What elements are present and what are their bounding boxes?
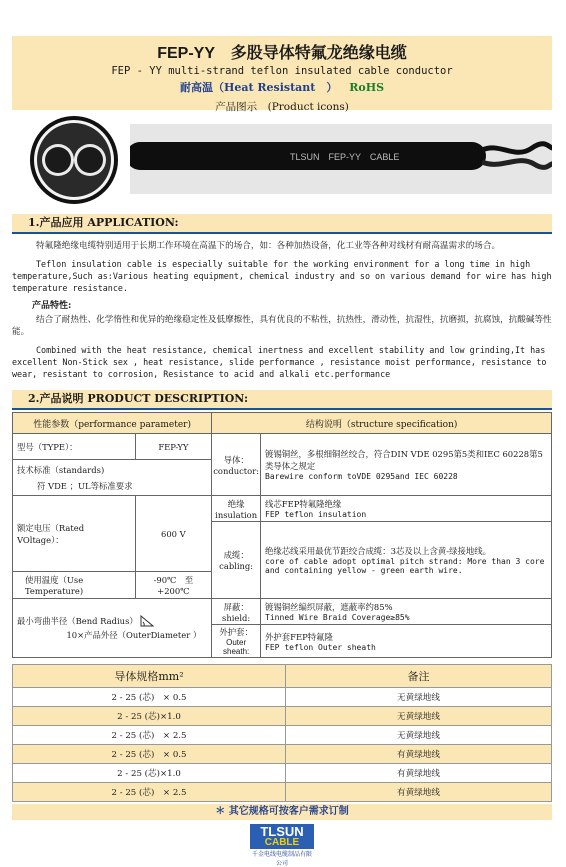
shield-desc: [261, 599, 552, 625]
table-row: [13, 707, 552, 726]
conductor-en: Barewire conform toVDE 0295and IEC 60228: [265, 472, 458, 481]
table-row: [13, 764, 552, 783]
application-section-title: 1.产品应用 APPLICATION:: [12, 214, 552, 234]
size-note: 无黄绿地线: [286, 726, 552, 745]
custom-spec-note: ＊ 其它规格可按客户需求订制: [12, 804, 552, 820]
standards-value: 符 VDE ；UL等标准要求: [37, 480, 133, 491]
cable-photo: [130, 124, 552, 194]
sheath-cn: 外护套FEP特氟隆: [265, 631, 333, 642]
type-label: 型号（TYPE）：: [13, 434, 136, 460]
cable-cross-section-image: [26, 114, 122, 206]
shield-cn: 镀锡铜丝编织屏蔽，遮蔽率约85%: [265, 602, 393, 612]
cabling-label: 成缆：cabling:: [212, 522, 261, 599]
voltage-value: 600 V: [135, 496, 212, 572]
application-paragraph-en: Teflon insulation cable is especially suitable for the working environment for a long time in high temperature,Such as:Various heating equipment, chemical industry and so on various demand for wire has high temperature resistance.: [12, 259, 552, 293]
insulation-en: FEP teflon insulation: [265, 510, 367, 519]
table-row: [13, 726, 552, 745]
description-section-title: 2.产品说明 PRODUCT DESCRIPTION:: [12, 390, 552, 410]
sizes-col-spec: 导体规格mm²: [13, 665, 286, 688]
sheath-en: FEP teflon Outer sheath: [265, 642, 376, 652]
shield-en: Tinned Wire Braid Coverage≥85%: [265, 613, 410, 622]
bend-radius-label: 最小弯曲半径（Bend Radius）: [17, 615, 138, 626]
header-band: [12, 36, 552, 113]
heat-resistant-label: 耐高温（Heat Resistant ）: [179, 81, 338, 94]
table-row: [13, 783, 552, 802]
structure-header: 结构说明（structure specification): [212, 413, 552, 434]
spec-table: [12, 412, 552, 658]
performance-header: 性能参数（performance parameter): [13, 413, 212, 434]
logo-box: [250, 824, 314, 849]
voltage-label: 额定电压（Rated VOltage）：: [13, 496, 136, 572]
logo-top-text: TLSUN: [260, 824, 304, 839]
sheath-label-en: Outer sheath:: [223, 638, 250, 656]
bend-radius-icon: [140, 615, 154, 627]
product-images: [12, 114, 552, 204]
size-note: 有黄绿地线: [286, 783, 552, 802]
type-value: FEP-YY: [135, 434, 212, 460]
cabling-desc: [261, 522, 552, 599]
sheath-label: 外护套：: [219, 627, 253, 637]
heat-resistant-line: [12, 79, 552, 95]
logo-bottom-text: CABLE: [264, 837, 300, 848]
size-spec: 2 - 25 (芯) × 0.5: [13, 688, 286, 707]
sizes-col-note: 备注: [286, 665, 552, 688]
cable-print: TLSUN FEP-YY CABLE: [290, 152, 400, 162]
sizes-table: [12, 664, 552, 802]
sheath-desc: [261, 625, 552, 658]
standards-label: 技术标准（standards): [17, 464, 105, 475]
feature-paragraph-en: Combined with the heat resistance, chemical inertness and excellent stability and low grinding,It has excellent Non-Stick sex , heat resistance, slide performance , resistance moist performance, resistance to wear, resistant to corrosion, Resistance to acid and alkali etc.performance: [12, 345, 547, 379]
standards-cell: [13, 460, 212, 496]
size-note: 无黄绿地线: [286, 688, 552, 707]
table-row: [13, 745, 552, 764]
cabling-cn: 绝缘芯线采用最优节距绞合成缆：3芯及以上含黄-绿接地线。: [265, 546, 491, 556]
sheath-label-cell: [212, 625, 261, 658]
size-note: 无黄绿地线: [286, 707, 552, 726]
temperature-value: -90℃ 至 +200℃: [135, 572, 212, 599]
insulation-label: 绝缘 insulation: [212, 496, 261, 522]
size-spec: 2 - 25 (芯) × 2.5: [13, 783, 286, 802]
datasheet-page: [12, 36, 552, 867]
size-note: 有黄绿地线: [286, 745, 552, 764]
table-row: [13, 688, 552, 707]
size-note: 有黄绿地线: [286, 764, 552, 783]
shield-label: 屏蔽：shield:: [212, 599, 261, 625]
logo-subtitle: 千金电线电缆制品有限公司: [251, 851, 312, 867]
size-spec: 2 - 25 (芯) × 0.5: [13, 745, 286, 764]
feature-paragraph-cn: 结合了耐热性、化学惰性和优异的绝缘稳定性及低摩擦性，具有优良的不粘性，抗热性，滑动性，抗湿性，抗磨损，抗腐蚀，抗酸碱等性能。: [12, 315, 552, 337]
conductor-desc: [261, 434, 552, 496]
bend-radius-value: 10×产品外径（OuterDiameter ）: [66, 630, 202, 641]
page-subtitle: FEP - YY multi-strand teflon insulated cable conductor: [111, 65, 453, 77]
temperature-label: 使用温度（Use Temperature): [13, 572, 136, 599]
bend-radius-label-row: [17, 615, 207, 628]
cable-side-view: [130, 124, 552, 194]
conductor-label: 导体：conductor:: [212, 434, 261, 496]
conductor-cn: 镀锡铜丝，多根细铜丝绞合，符合DIN VDE 0295第5类和IEC 60228第5类导体之规定: [265, 449, 543, 471]
insulation-desc: [261, 496, 552, 522]
feature-label: 产品特性:: [32, 301, 72, 311]
rohs-label: RoHS: [349, 81, 385, 94]
application-paragraph-cn: 特氟隆绝缘电缆特别适用于长期工作环境在高温下的场合，如：各种加热设备，化工业等各种对线材有耐高温需求的场合。: [36, 241, 501, 251]
company-logo: [250, 824, 314, 867]
product-icons-label: 产品图示 (Product icons): [215, 101, 349, 113]
page-title: FEP-YY 多股导体特氟龙绝缘电缆: [157, 45, 407, 62]
insulation-cn: 线芯FEP特氟隆绝缘: [265, 499, 342, 509]
size-spec: 2 - 25 (芯)×1.0: [13, 707, 286, 726]
bend-radius-cell: [13, 599, 212, 658]
size-spec: 2 - 25 (芯) × 2.5: [13, 726, 286, 745]
size-spec: 2 - 25 (芯)×1.0: [13, 764, 286, 783]
cabling-en: core of cable adopt optimal pitch strand: More than 3 core and containing yellow - green earth wire.: [265, 557, 545, 575]
